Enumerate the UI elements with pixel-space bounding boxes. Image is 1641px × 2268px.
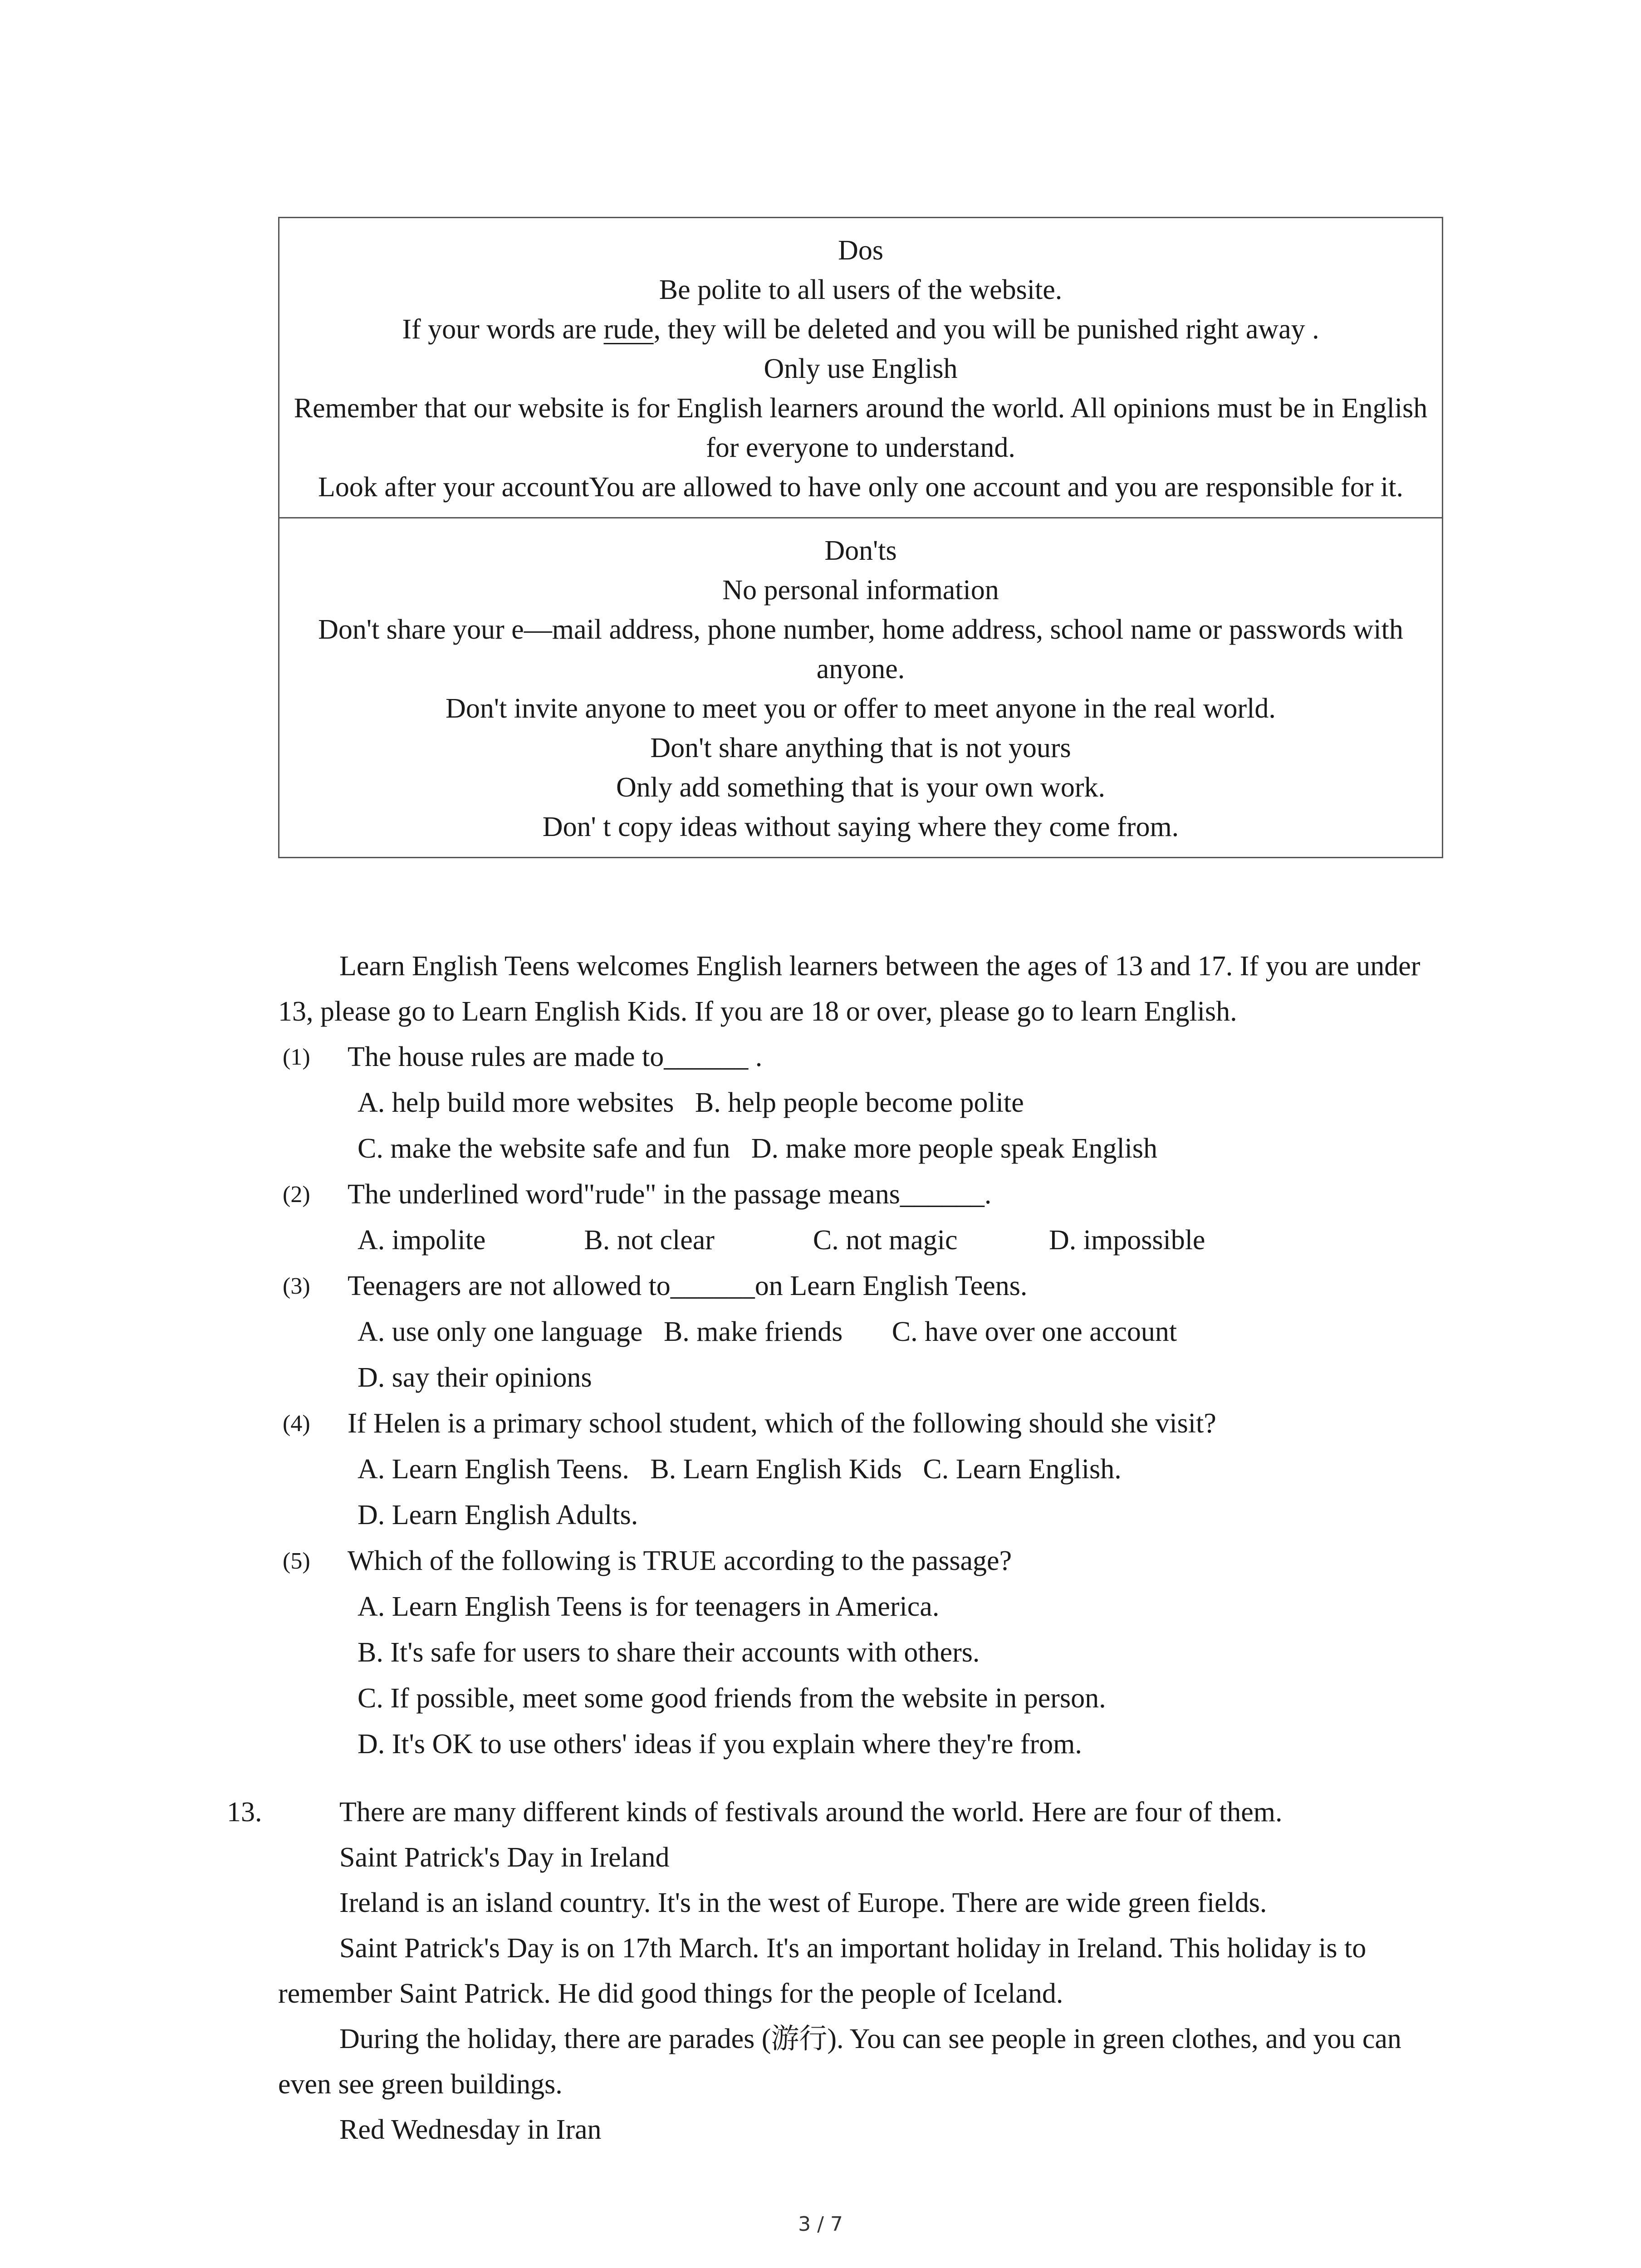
dos-line-1: Be polite to all users of the website. [659,274,1063,305]
question-5-options [278,1584,1443,1767]
question-1 [278,1034,1443,1080]
option-row: C. If possible, meet some good friends from the website in person. [358,1683,1106,1714]
donts-line-3: Don't invite anyone to meet you or offer to meet anyone in the real world. [446,693,1276,724]
question-stem: The underlined word"rude" in the passage means______. [348,1179,992,1210]
option-row: A. Learn English Teens is for teenagers in America. [358,1591,940,1622]
question-stem: Which of the following is TRUE according to the passage? [348,1545,1012,1576]
question-3 [278,1263,1443,1309]
house-rules-table [278,217,1443,858]
intro-paragraph: Learn English Teens welcomes English learners between the ages of 13 and 17. If you are under 13, please go to Learn English Kids. If you are 18 or over, please go to learn English. [278,951,1421,1027]
question-stem: The house rules are made to______ . [348,1041,763,1072]
donts-line-2: Don't share your e—mail address, phone number, home address, school name or passwords with anyone. [318,614,1403,684]
question-4-options [278,1447,1443,1538]
donts-heading: Don'ts [824,535,897,566]
question-stem: If Helen is a primary school student, which of the following should she visit? [348,1408,1216,1439]
dos-line-2: If your words are rude, they will be deleted and you will be punished right away . [402,314,1319,345]
page-number: 3 / 7 [798,2213,843,2236]
question-number: (2) [283,1182,310,1207]
donts-line-1: No personal information [722,575,999,606]
dos-heading: Dos [838,235,883,266]
question-number: (3) [283,1273,310,1299]
question-4 [278,1401,1443,1447]
dos-line-5: Look after your accountYou are allowed to have only one account and you are responsible for it. [318,472,1403,503]
section-13-para-5: During the holiday, there are parades (游行). You can see people in green clothes, and you can even see green buildings. [278,2024,1401,2100]
donts-section [279,517,1442,857]
option-row: D. Learn English Adults. [358,1500,638,1530]
question-number: (4) [283,1411,310,1437]
option-row: C. make the website safe and fun D. make more people speak English [358,1133,1158,1164]
question-number: (5) [283,1548,310,1574]
question-stem: Teenagers are not allowed to______on Learn English Teens. [348,1271,1028,1301]
dos-line-4: Remember that our website is for English learners around the world. All opinions must be in English for everyone to understand. [294,393,1428,463]
section-13-para-1: There are many different kinds of festivals around the world. Here are four of them. [339,1797,1283,1828]
donts-line-4: Don't share anything that is not yours [650,733,1071,763]
question-5 [278,1538,1443,1584]
donts-line-5: Only add something that is your own work. [616,772,1105,803]
option-row: D. say their opinions [358,1362,592,1393]
question-number: (1) [283,1044,310,1070]
option-row: D. It's OK to use others' ideas if you explain where they're from. [358,1729,1082,1760]
section-13-para-4: Saint Patrick's Day is on 17th March. It's an important holiday in Ireland. This holiday is to remember Saint Patrick. He did good things for the people of Iceland. [278,1933,1367,2009]
section-13-para-6: Red Wednesday in Iran [339,2114,602,2145]
question-list [278,1034,1443,1767]
section-number: 13. [227,1797,262,1828]
section-13-para-3: Ireland is an island country. It's in the west of Europe. There are wide green fields. [339,1887,1267,1918]
option-row: B. It's safe for users to share their accounts with others. [358,1637,980,1668]
question-1-options [278,1080,1443,1172]
section-13-para-2: Saint Patrick's Day in Ireland [339,1842,670,1873]
section-13 [227,1789,1443,2152]
underlined-word-rude: rude [603,314,654,345]
option-row: A. use only one language B. make friends C. have over one account [358,1316,1177,1347]
dos-line-3: Only use English [764,353,958,384]
donts-line-6: Don' t copy ideas without saying where they come from. [542,811,1179,842]
dos-section [279,218,1442,517]
question-3-options [278,1309,1443,1401]
option-row: A. help build more websites B. help people become polite [358,1087,1024,1118]
option-row: A. impolite B. not clear C. not magic D. impossible [358,1225,1205,1256]
question-2 [278,1172,1443,1217]
question-2-options [278,1217,1443,1263]
option-row: A. Learn English Teens. B. Learn English Kids C. Learn English. [358,1454,1122,1485]
